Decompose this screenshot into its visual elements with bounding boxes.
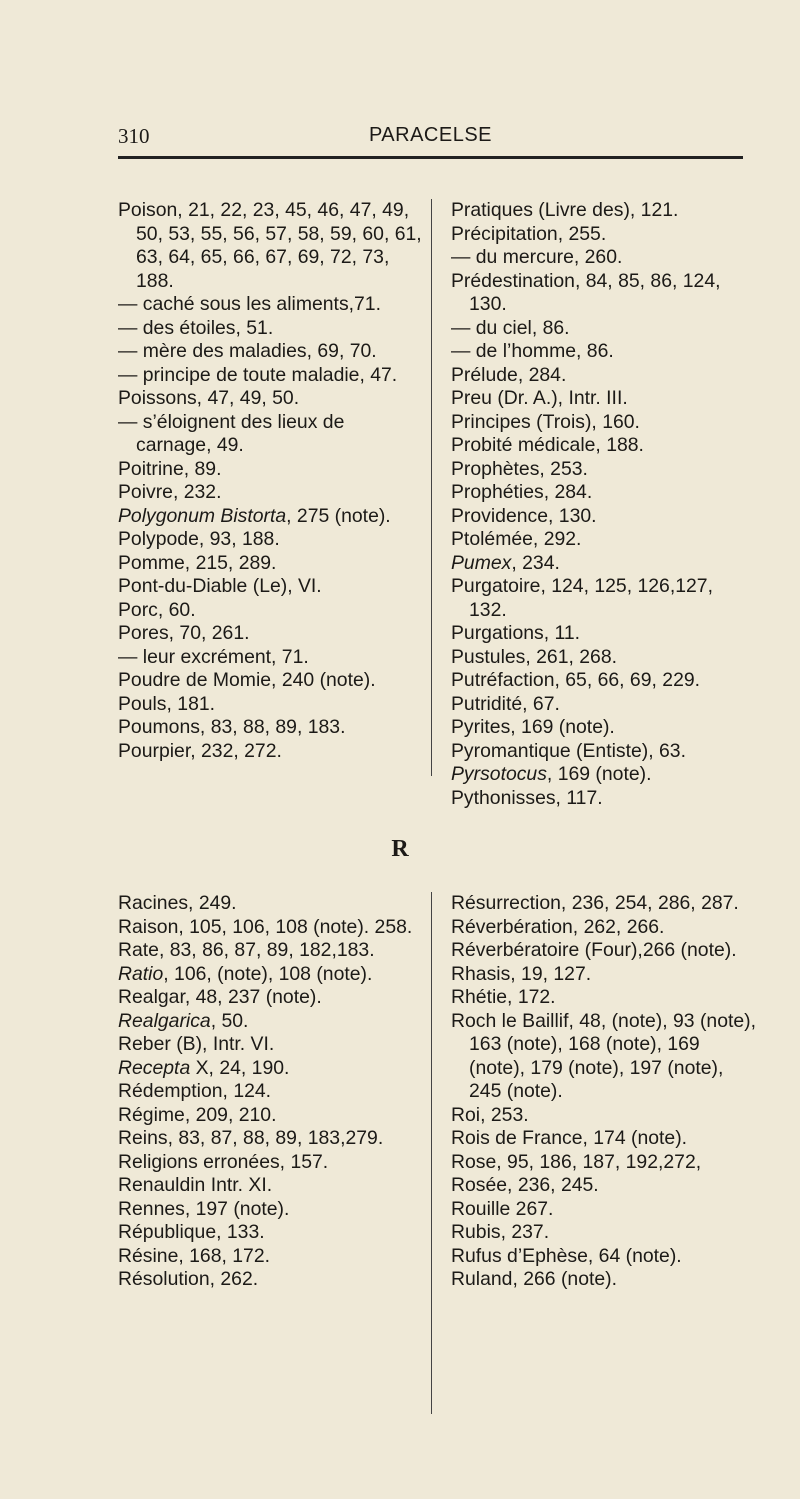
index-entry: Prélude, 284.	[451, 363, 567, 386]
index-entry: Pyrites, 169 (note).	[451, 716, 615, 738]
index-entry: Rose, 95, 186, 187, 192,272,	[451, 1150, 702, 1173]
index-entry: Polygonum Bistorta, 275 (note).	[118, 504, 391, 527]
index-entry: Racines, 249.	[118, 892, 237, 914]
index-entry: Rate, 83, 86, 87, 89, 182,183.	[118, 939, 375, 961]
index-entry: Poudre de Momie, 240 (note).	[118, 669, 376, 691]
index-entry: Précipitation, 255.	[451, 222, 607, 245]
index-entry: Putridité, 67.	[451, 692, 560, 715]
index-entry: Rufus d’Ephèse, 64 (note).	[451, 1244, 682, 1267]
index-entry: — leur excrément, 71.	[118, 645, 309, 668]
index-entry: Renauldin Intr. XI.	[118, 1174, 273, 1196]
index-entry: Purgatoire, 124, 125, 126,127, 132.	[451, 575, 713, 621]
index-entry: Principes (Trois), 160.	[451, 410, 640, 433]
index-entry: — principe de toute maladie, 47.	[118, 363, 398, 386]
index-entry: Rennes, 197 (note).	[118, 1197, 290, 1220]
index-entry: — s’éloignent des lieux de carnage, 49.	[118, 410, 345, 456]
index-entry: Poivre, 232.	[118, 481, 222, 503]
index-entry: Rhétie, 172.	[451, 986, 556, 1008]
index-entry: Religions erronées, 157.	[118, 1150, 329, 1173]
index-entry: Poison, 21, 22, 23, 45, 46, 47, 49, 50, 53, 55, 56, 57, 58, 59, 60, 61, 63, 64, 65, 66, 67, 69, 72, 73, 188.	[118, 199, 422, 292]
section-r-left-column	[118, 892, 423, 1292]
index-entry: Ruland, 266 (note).	[451, 1268, 618, 1290]
section-letter: R	[391, 836, 409, 862]
index-entry: Reins, 83, 87, 88, 89, 183,279.	[118, 1127, 384, 1149]
index-entry: Probité médicale, 188.	[451, 434, 644, 456]
index-entry: Realgarica, 50.	[118, 1009, 249, 1032]
index-entry: Poitrine, 89.	[118, 457, 222, 480]
index-entry: Pourpier, 232, 272.	[118, 739, 282, 762]
index-entry: Pont-du-Diable (Le), VI.	[118, 575, 322, 597]
index-entry: Pustules, 261, 268.	[451, 645, 618, 668]
index-entry: Résurrection, 236, 254, 286, 287.	[451, 892, 739, 914]
running-title: PARACELSE	[368, 124, 493, 146]
index-entry: Pomme, 215, 289.	[118, 551, 277, 574]
index-entry: Résine, 168, 172.	[118, 1244, 271, 1267]
index-entry: Prophéties, 284.	[451, 481, 593, 503]
index-entry: Rois de France, 174 (note).	[451, 1127, 688, 1149]
section-r-right-column	[451, 892, 756, 1292]
index-entry: — mère des maladies, 69, 70.	[118, 340, 377, 362]
index-entry: Pumex, 234.	[451, 551, 560, 574]
section-p-left-column	[118, 199, 423, 763]
index-entry: Realgar, 48, 237 (note).	[118, 986, 322, 1008]
index-entry: Poissons, 47, 49, 50.	[118, 387, 300, 409]
index-entry: Réverbération, 262, 266.	[451, 915, 665, 938]
index-entry: Pores, 70, 261.	[118, 622, 250, 644]
index-entry: — du ciel, 86.	[451, 316, 570, 339]
index-entry: Reber (B), Intr. VI.	[118, 1033, 275, 1055]
index-entry: Régime, 209, 210.	[118, 1103, 277, 1126]
index-entry: Rédemption, 124.	[118, 1080, 272, 1102]
index-entry: — des étoiles, 51.	[118, 316, 274, 339]
index-entry: Rhasis, 19, 127.	[451, 962, 592, 985]
index-entry: Providence, 130.	[451, 504, 597, 527]
index-entry: Rouille 267.	[451, 1197, 554, 1220]
index-entry: Ptolémée, 292.	[451, 528, 582, 550]
index-entry: Résolution, 262.	[118, 1268, 259, 1290]
index-entry: Roch le Baillif, 48, (note), 93 (note), 163 (note), 168 (note), 169 (note), 179 (note), 197 (note), 245 (note).	[451, 1009, 757, 1102]
index-entry: Porc, 60.	[118, 598, 196, 621]
index-entry: Pythonisses, 117.	[451, 786, 603, 809]
index-entry: République, 133.	[118, 1221, 265, 1243]
index-entry: Réverbératoire (Four),266 (note).	[451, 939, 737, 961]
index-entry: Pyrsotocus, 169 (note).	[451, 763, 652, 785]
section-p-right-column	[451, 199, 756, 810]
index-entry: — du mercure, 260.	[451, 246, 623, 268]
index-entry: Pouls, 181.	[118, 692, 216, 715]
index-entry: Prédestination, 84, 85, 86, 124, 130.	[451, 269, 721, 315]
index-entry: Pyromantique (Entiste), 63.	[451, 739, 686, 762]
section-p-divider	[431, 199, 432, 776]
index-entry: — caché sous les aliments,71.	[118, 293, 381, 315]
page-header	[118, 124, 743, 154]
index-entry: Poumons, 83, 88, 89, 183.	[118, 716, 346, 738]
header-rule	[118, 156, 743, 159]
index-entry: Rosée, 236, 245.	[451, 1174, 599, 1196]
index-entry: Ratio, 106, (note), 108 (note).	[118, 962, 373, 985]
index-entry: Polypode, 93, 188.	[118, 528, 280, 550]
index-entry: Prophètes, 253.	[451, 457, 588, 480]
index-entry: — de l’homme, 86.	[451, 340, 614, 362]
section-r-divider	[431, 892, 432, 1414]
index-entry: Roi, 253.	[451, 1103, 529, 1126]
index-entry: Putréfaction, 65, 66, 69, 229.	[451, 669, 701, 691]
index-entry: Purgations, 11.	[451, 622, 580, 644]
page-number: 310	[118, 124, 150, 148]
index-entry: Preu (Dr. A.), Intr. III.	[451, 387, 628, 409]
index-entry: Raison, 105, 106, 108 (note). 258.	[118, 915, 413, 938]
index-entry: Pratiques (Livre des), 121.	[451, 199, 679, 221]
index-entry: Recepta X, 24, 190.	[118, 1056, 290, 1079]
index-entry: Rubis, 237.	[451, 1221, 550, 1243]
